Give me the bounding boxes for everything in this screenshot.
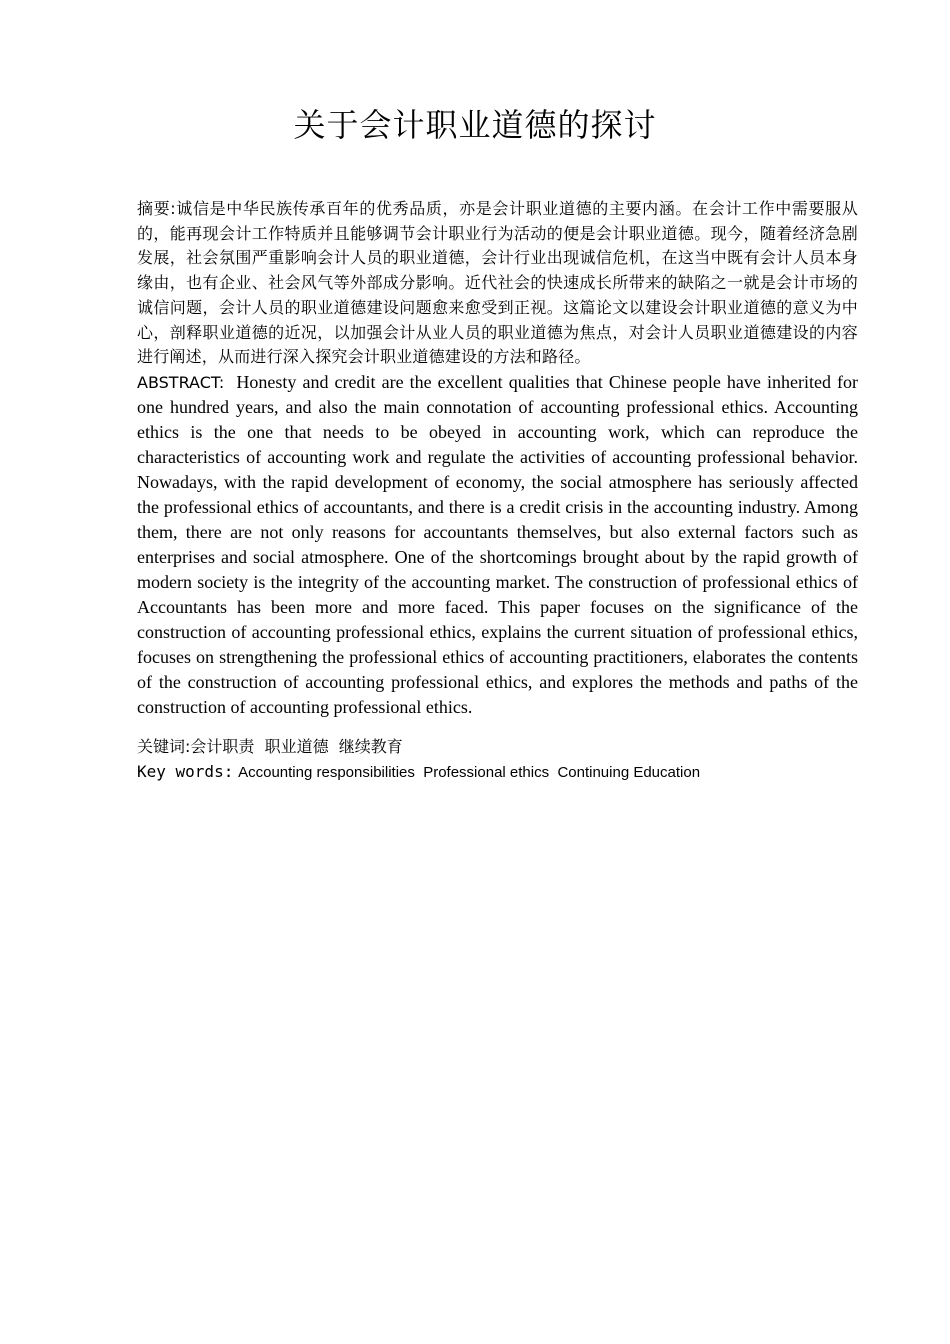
english-abstract xyxy=(137,370,858,720)
paper-body xyxy=(137,197,858,785)
chinese-abstract-label: 摘要: xyxy=(137,199,176,218)
english-keywords xyxy=(137,760,858,785)
chinese-keywords-terms: 会计职责 职业道德 继续教育 xyxy=(190,736,403,756)
chinese-abstract xyxy=(137,197,858,370)
chinese-abstract-text: 诚信是中华民族传承百年的优秀品质，亦是会计职业道德的主要内涵。在会计工作中需要服从的，能再现会计工作特质并且能够调节会计职业行为活动的便是会计职业道德。现今，随着经济急剧发展，社会氛围严重影响会计人员的职业道德，会计行业出现诚信危机，在这当中既有会计人员本身缘由，也有企业、社会风气等外部成分影响。近代社会的快速成长所带来的缺陷之一就是会计市场的诚信问题，会计人员的职业道德建设问题愈来愈受到正视。这篇论文以建设会计职业道德的意义为中心，剖释职业道德的近况，以加强会计从业人员的职业道德为焦点，对会计人员职业道德建设的内容进行阐述，从而进行深入探究会计职业道德建设的方法和路径。 xyxy=(137,199,858,367)
paper-title: 关于会计职业道德的探讨 xyxy=(293,106,657,144)
chinese-keywords xyxy=(137,734,858,760)
english-abstract-text: Honesty and credit are the excellent qualities that Chinese people have inherited for one hundred years, and also the main connotation of accounting professional ethics. Accounting ethics is the one that needs to be obeyed in accounting work, which can reproduce the characteristics of accounting work and regulate the activities of accounting professional behavior. Nowadays, with the rapid development of economy, the social atmosphere has seriously affected the professional ethics of accountants, and there is a credit crisis in the accounting industry. Among them, there are not only reasons for accountants themselves, but also external factors such as enterprises and social atmosphere. One of the shortcomings brought about by the rapid growth of modern society is the integrity of the accounting market. The construction of professional ethics of Accountants has been more and more faced. This paper focuses on the significance of the construction of accounting professional ethics, explains the current situation of professional ethics, focuses on strengthening the professional ethics of accounting practitioners, elaborates the contents of the construction of accounting professional ethics, and explores the methods and paths of the construction of accounting professional ethics. xyxy=(137,371,858,717)
english-abstract-label: ABSTRACT: xyxy=(137,372,225,392)
chinese-keywords-label: 关键词: xyxy=(137,736,191,756)
english-keywords-terms: Accounting responsibilities Professional ethics Continuing Education xyxy=(238,763,701,781)
english-keywords-label: Key words: xyxy=(137,761,234,781)
